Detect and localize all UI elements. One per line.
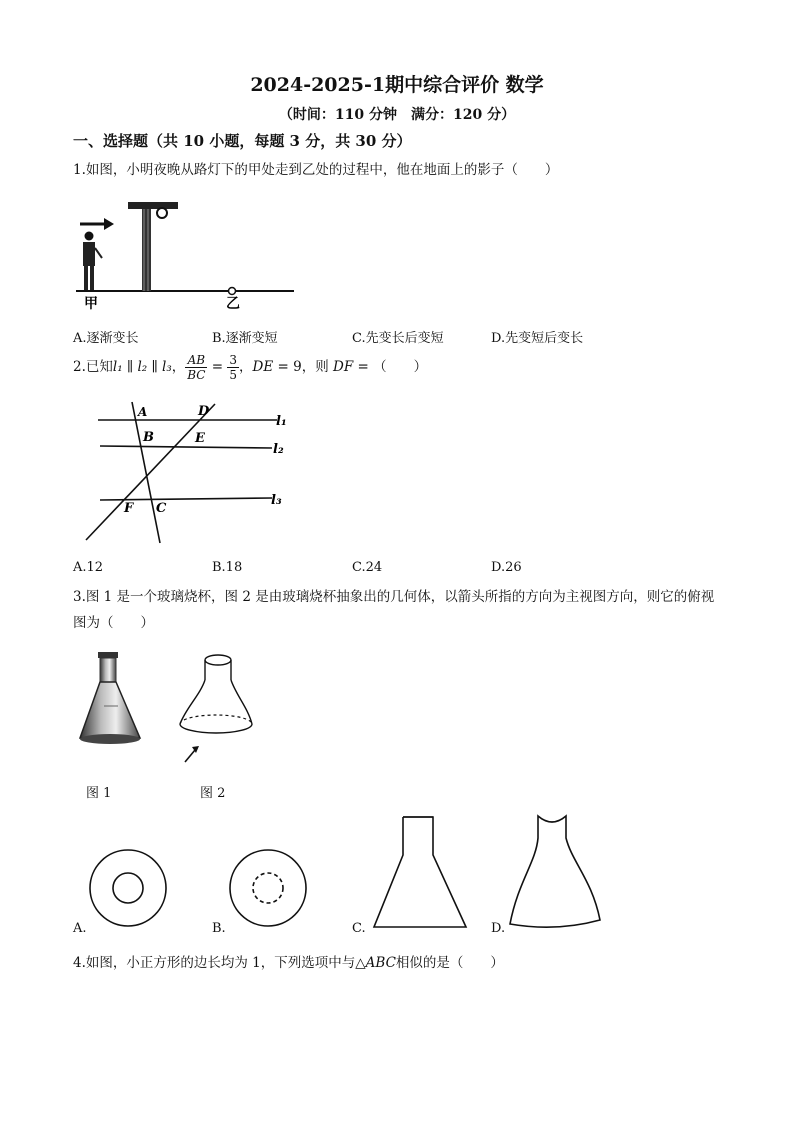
q4-tail: 相似的是（ ） [395, 955, 504, 971]
q3-flask-photo [76, 650, 146, 750]
q2-point-c: C [156, 501, 167, 516]
q2-ratio-fraction [185, 353, 207, 382]
q2-de-eq: = 9，则 [273, 359, 333, 375]
question-2-text [73, 352, 427, 382]
q3-figure-1-caption: 图 1 [86, 786, 112, 801]
q2-line-l1: l₁ [276, 414, 287, 429]
q2-option-b[interactable]: B.18 [212, 560, 243, 575]
question-4-text [73, 951, 504, 971]
q3-option-d[interactable]: D. [491, 921, 506, 936]
question-1-text: 1.如图，小明夜晚从路灯下的甲处走到乙处的过程中，他在地面上的影子（ ） [73, 162, 559, 178]
q4-triangle: △ABC [355, 955, 396, 971]
q3-solid-figure [176, 650, 256, 770]
q2-de: DE [252, 359, 274, 375]
q2-mid: ， [239, 359, 253, 375]
q2-value-fraction [227, 353, 239, 382]
q2-l3: l₃ [162, 359, 172, 375]
q2-val-den: 5 [229, 368, 238, 382]
q2-option-a[interactable]: A.12 [73, 560, 104, 575]
q1-option-d[interactable]: D.先变短后变长 [491, 331, 584, 346]
q2-line-l2: l₂ [273, 442, 284, 457]
q3-option-d-figure[interactable] [506, 810, 606, 930]
q2-frac-den: BC [187, 368, 206, 382]
q1-option-c[interactable]: C.先变长后变短 [352, 331, 444, 346]
q2-tail: = （ ） [353, 359, 428, 375]
q2-line-l3: l₃ [271, 493, 282, 508]
q2-point-d: D [198, 404, 210, 419]
q1-label-yi: 乙 [226, 296, 240, 312]
q1-option-b[interactable]: B.逐渐变短 [212, 331, 278, 346]
q2-df: DF [333, 359, 354, 375]
q2-point-a: A [138, 405, 148, 419]
section-heading: 一、选择题（共 10 小题，每题 3 分，共 30 分） [73, 132, 412, 150]
q2-eq: = [207, 359, 228, 375]
q3-option-b[interactable]: B. [212, 921, 226, 936]
q2-point-b: B [143, 430, 154, 445]
q1-option-a[interactable]: A.逐渐变长 [73, 331, 139, 346]
q3-figure-2-caption: 图 2 [200, 786, 226, 801]
q2-point-e: E [195, 431, 205, 446]
q2-parallel-2: ∥ [147, 359, 163, 375]
page-title: 2024-2025-1期中综合评价 数学 [250, 74, 544, 96]
q2-prefix: 2.已知 [73, 359, 113, 375]
q3-option-a-figure[interactable] [88, 848, 170, 930]
q3-option-b-figure[interactable] [228, 848, 310, 930]
q2-option-d[interactable]: D.26 [491, 560, 522, 575]
q3-option-c[interactable]: C. [352, 921, 366, 936]
q2-comma: ， [171, 359, 186, 375]
exam-subtitle: （时间：110 分钟 满分：120 分） [278, 107, 516, 123]
q2-parallel-1: ∥ [122, 359, 138, 375]
question-3-text-line1: 3.图 1 是一个玻璃烧杯，图 2 是由玻璃烧杯抽象出的几何体，以箭头所指的方向为主视图方向，则它的俯视 [73, 589, 715, 605]
q2-point-f: F [124, 501, 134, 516]
q2-l1: l₁ [112, 359, 123, 375]
q4-prefix: 4.如图，小正方形的边长均为 1，下列选项中与 [73, 955, 356, 971]
q2-val-num: 3 [229, 353, 238, 367]
q2-option-c[interactable]: C.24 [352, 560, 383, 575]
q3-option-c-figure[interactable] [370, 815, 470, 931]
question-1-figure [72, 196, 302, 316]
question-3-text-line2: 图为（ ） [73, 615, 154, 631]
question-2-figure [72, 398, 302, 548]
q1-label-jia: 甲 [84, 296, 98, 312]
q2-frac-num: AB [185, 353, 207, 368]
q3-option-a[interactable]: A. [73, 921, 87, 936]
q2-l2: l₂ [137, 359, 148, 375]
